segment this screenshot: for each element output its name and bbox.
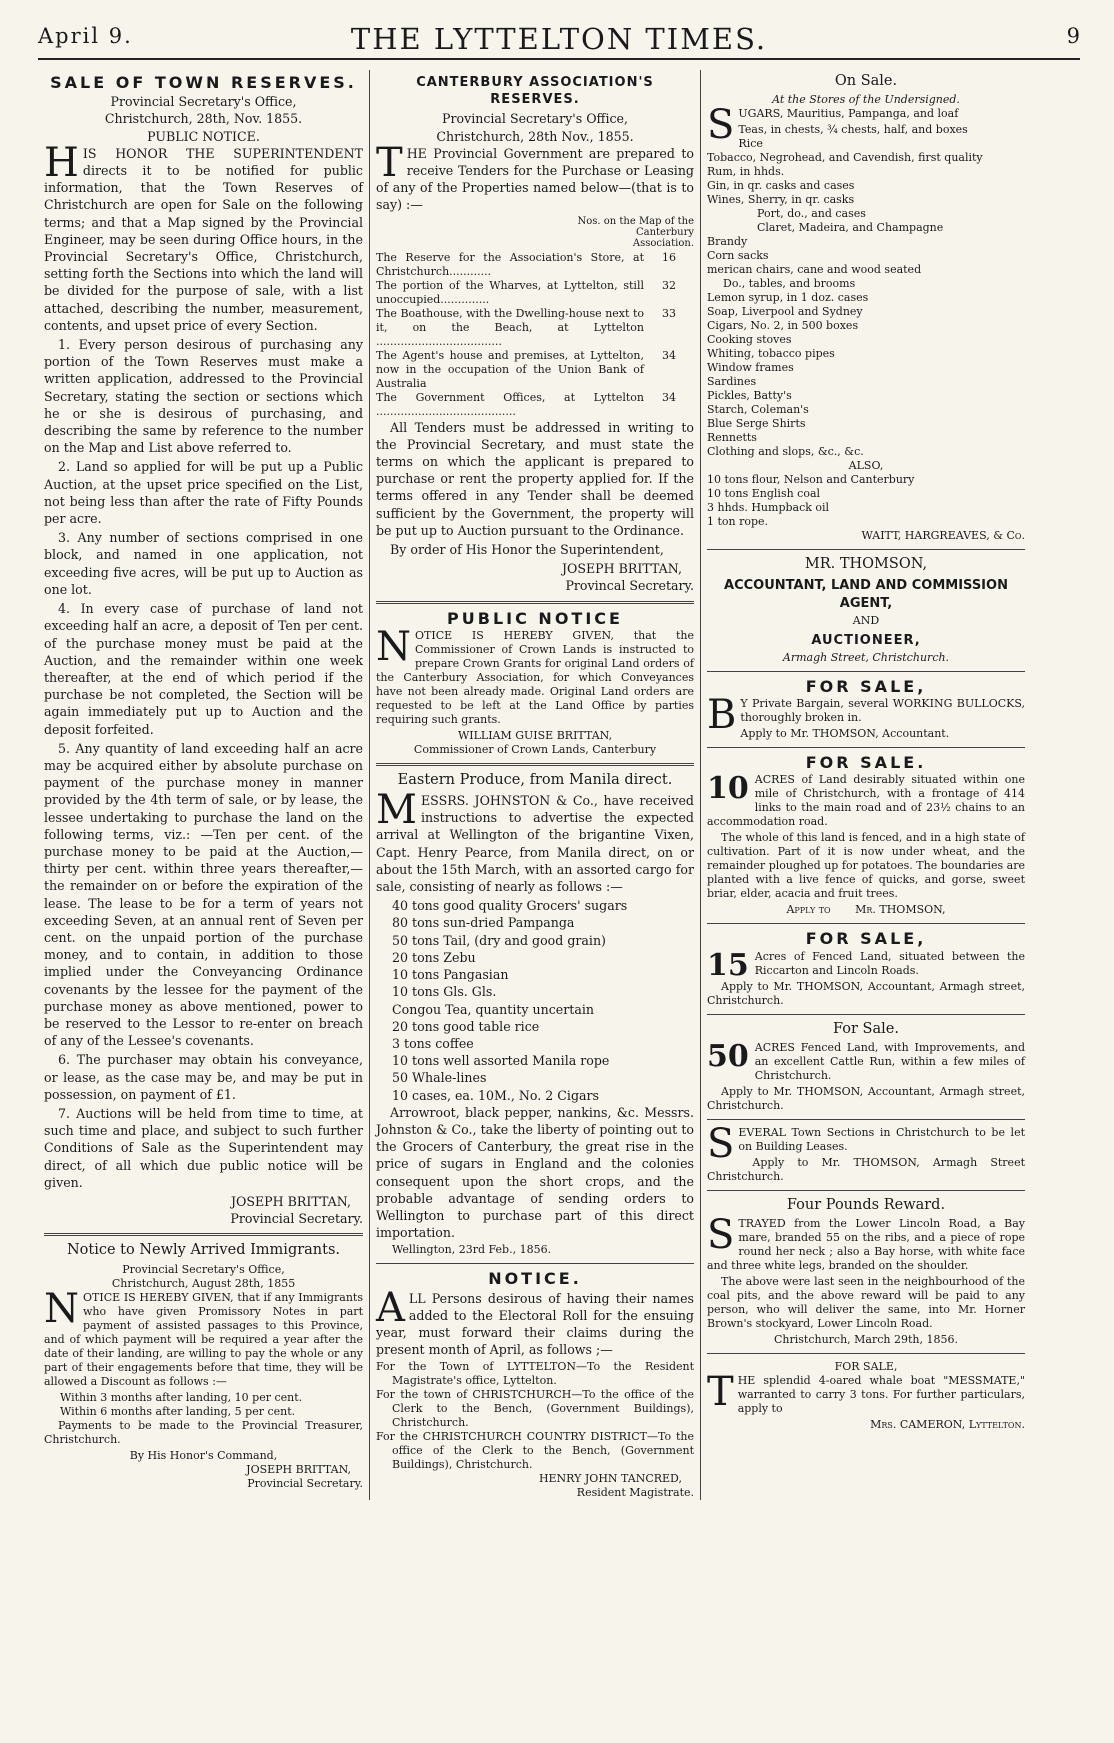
sale-public-notice: PUBLIC NOTICE.	[147, 128, 260, 144]
cargo-item: Congou Tea, quantity uncertain	[392, 1001, 594, 1017]
page-number: 9	[1066, 24, 1080, 48]
thomson-and: AND	[852, 613, 880, 627]
goods-item: Starch, Coleman's	[707, 403, 809, 417]
goods-item: Sardines	[707, 375, 757, 389]
assoc-body: All Tenders must be addressed in writing to the Provincial Secretary, and must state the terms on which the applicant is prepared to purchase or rent the property applied for. If the terms offered in any Tender shall be deemed sufficient by the Government, the property will be put up to Auction pursuant to the Ordinance.	[376, 419, 694, 538]
immigrants-command: By His Honor's Command,	[129, 1448, 278, 1462]
public-notice-signer: WILLIAM GUISE BRITTAN,	[457, 728, 613, 742]
public-notice-signer-title: Commissioner of Crown Lands, Canterbury	[413, 742, 657, 756]
drop-cap: T	[376, 139, 403, 186]
goods-item: Pickles, Batty's	[707, 389, 792, 403]
drop-cap: S	[707, 1120, 735, 1167]
for-sale-heading: FOR SALE,	[805, 677, 927, 697]
lot-number: 15	[707, 947, 749, 983]
sections-intro: SEVERAL Town Sections in Christchurch to be let on Building Leases.	[707, 1120, 1025, 1167]
fifteen-acres-apply: Apply to Mr. THOMSON, Accountant, Armagh street, Christchurch.	[707, 979, 1025, 1007]
goods-item: Claret, Madeira, and Champagne	[757, 221, 944, 235]
electoral-signer: HENRY JOHN TANCRED,	[538, 1472, 682, 1486]
sale-term: 2. Land so applied for will be put up a Public Auction, at the upset price specified on the List, not being less than after the rate of Fifty Pounds per acre.	[44, 459, 363, 527]
for-sale-heading: FOR SALE,	[805, 929, 927, 949]
reward-intro: STRAYED from the Lower Lincoln Road, a Bay mare, branded 55 on the ribs, and a piece of rope round her neck ; also a Bay horse, with white face and three white legs, branded on the shoulder.	[707, 1212, 1025, 1273]
sale-term: 1. Every person desirous of purchasing any portion of the Town Reserves must make a written application, addressed to the Provincial Secretary, stating the section or sections which he or she is desirous of purchasing, and describing the same by reference to the number on the Map and List above referred to.	[44, 337, 363, 456]
on-sale-subtitle: At the Stores of the Undersigned.	[772, 93, 960, 107]
column-2	[369, 70, 700, 1500]
immigrants-heading: Notice to Newly Arrived Immigrants.	[66, 1242, 341, 1259]
cargo-item: 50 tons Tail, (dry and good grain)	[392, 932, 606, 948]
public-notice-intro: NOTICE IS HEREBY GIVEN, that the Commissioner of Crown Lands is instructed to prepare Crown Grants for original Land orders of the Canterbury Association, for which Conveyances have not been already made. Original Land orders are requested to be left at the Land Office by parties requiring such grants.	[376, 623, 694, 726]
goods-item: Cigars, No. 2, in 500 boxes	[707, 319, 859, 333]
boat-heading: FOR SALE,	[834, 1360, 898, 1374]
reward-body: The above were last seen in the neighbourhood of the coal pits, and the above reward will be paid to any person, who will deliver the same, into Mr. Horner Brown's stockyard, Lower Lincoln Road.	[707, 1275, 1025, 1331]
electoral-item: For the town of CHRISTCHURCH—To the office of the Clerk to the Bench, (Government Buildings), Christchurch.	[376, 1388, 694, 1430]
goods-item: Rum, in hhds.	[707, 165, 785, 179]
goods-item: Cooking stoves	[707, 333, 792, 347]
goods-item: Teas, in chests, ¾ chests, half, and boxes	[738, 123, 968, 137]
divider	[707, 671, 1025, 672]
immigrants-signer-title: Provincial Secretary.	[247, 1476, 363, 1490]
thomson-address: Armagh Street, Christchurch.	[782, 651, 950, 665]
drop-cap: A	[376, 1284, 405, 1331]
goods-item: Port, do., and cases	[757, 207, 866, 221]
divider	[707, 549, 1025, 550]
property-row: The portion of the Wharves, at Lyttelton, still unoccupied.............. 32	[376, 278, 676, 306]
drop-cap: S	[707, 1212, 735, 1259]
sections-apply: Apply to Mr. THOMSON, Armagh Street Christchurch.	[707, 1155, 1025, 1183]
divider	[376, 1263, 694, 1264]
electoral-item: For the Town of LYTTELTON—To the Resident Magistrate's office, Lyttelton.	[376, 1360, 694, 1388]
sale-signer: JOSEPH BRITTAN,	[230, 1194, 351, 1209]
on-sale-intro: SUGARS, Mauritius, Pampanga, and loaf	[707, 102, 959, 149]
property-row: The Boathouse, with the Dwelling-house next to it, on the Beach, at Lyttelton .................................... 33	[376, 306, 676, 348]
assoc-nos-header: Nos. on the Map of the Canterbury Association.	[577, 215, 694, 249]
on-sale-signer: WAITT, HARGREAVES, & Co.	[861, 529, 1025, 543]
sale-term: 5. Any quantity of land exceeding half an acre may be acquired either by absolute purchase on payment of the purchase money in manner provided by the 4th term of sale, or by lease, the lessee undertaking to purchase the land on the following terms, viz.: —Ten per cent. of the purchase money to be paid at the Auction,—thirty per cent. within three years thereafter,—the remainder on or before the expiration of the lease. The lease to be for a term of years not exceeding Seven, at an annual rent of Seven per cent. on the unpaid portion of the purchase money, and to contain, in addition to those implied under the Conveyancing Ordinance covenants by the lessee for the payment of the purchase money as above mentioned, power to be reserved to the Lessor to re-enter on breach of any of the Lessee's covenants.	[44, 740, 363, 1049]
immigrants-payment: Payments to be made to the Provincial Treasurer, Christchurch.	[44, 1418, 363, 1446]
column-3	[700, 70, 1031, 1500]
drop-cap: N	[44, 1285, 79, 1332]
assoc-date: Christchurch, 28th Nov., 1855.	[436, 128, 634, 144]
goods-item: Blue Serge Shirts	[707, 417, 806, 431]
boat-intro: THE splendid 4-oared whale boat "MESSMATE," warranted to carry 3 tons. For further particulars, apply to	[707, 1369, 1025, 1416]
goods-item: Corn sacks	[707, 249, 769, 263]
also-item: 10 tons flour, Nelson and Canterbury	[707, 473, 915, 487]
cargo-item: 50 Whale-lines	[392, 1070, 487, 1086]
masthead	[38, 22, 1080, 60]
electoral-item: For the CHRISTCHURCH COUNTRY DISTRICT—To the office of the Clerk to the Bench, (Government Buildings), Christchurch.	[376, 1430, 694, 1472]
sale-date: Christchurch, 28th, Nov. 1855.	[104, 111, 303, 127]
produce-date: Wellington, 23rd Feb., 1856.	[392, 1243, 552, 1257]
immigrants-intro: NOTICE IS HEREBY GIVEN, that if any Immigrants who have given Promissory Notes in part payment of assisted passages to this Province, and of which payment will be required a year after the date of their landing, are willing to pay the whole or any part of their engagements before that time, they will be allowed a Discount as follows :—	[44, 1285, 363, 1388]
cargo-item: 20 tons good table rice	[392, 1018, 540, 1034]
discount-term: Within 6 months after landing, 5 per cent.	[60, 1404, 296, 1418]
cargo-item: 3 tons coffee	[392, 1035, 474, 1051]
produce-heading: Eastern Produce, from Manila direct.	[397, 771, 673, 788]
drop-cap: H	[44, 139, 79, 186]
cargo-item: 80 tons sun-dried Pampanga	[392, 915, 575, 931]
thomson-name: MR. THOMSON,	[804, 556, 928, 573]
sale-term: 4. In every case of purchase of land not exceeding half an acre, a deposit of Ten per cent. of the purchase money must be paid at the Auction, and the remainder within one week thereafter, at the end of which period if the purchase be not completed, the Section will be again immediately put up to Auction and the deposit forfeited.	[44, 601, 363, 737]
sale-intro: HIS HONOR THE SUPERINTENDENT directs it to be notified for public information, that the Town Reserves of Christchurch are open for Sale on the following terms; and that a Map signed by the Provincial Engineer, may be seen during Office hours, in the Provincial Secretary's Office, Christchurch, setting forth the Sections into which the land will be divided for the purpose of sale, with a list attached, describing the number, measurement, contents, and upset price of every Section.	[44, 139, 363, 333]
cargo-item: 10 cases, ea. 10M., No. 2 Cigars	[392, 1087, 599, 1103]
goods-item: Clothing and slops, &c., &c.	[707, 445, 864, 459]
drop-cap: M	[376, 787, 417, 834]
goods-item: Soap, Liverpool and Sydney	[707, 305, 863, 319]
divider	[707, 923, 1025, 924]
assoc-intro: THE Provincial Government are prepared to receive Tenders for the Purchase or Leasing of any of the Properties named below—(that is to say) :—	[376, 139, 694, 213]
property-row: The Government Offices, at Lyttelton ........................................ 34	[376, 390, 676, 418]
immigrants-signer: JOSEPH BRITTAN,	[246, 1462, 351, 1476]
goods-item: Window frames	[707, 361, 794, 375]
lot-number: 10	[707, 771, 749, 807]
divider	[707, 1119, 1025, 1120]
thomson-role: ACCOUNTANT, LAND AND COMMISSION AGENT,	[724, 578, 1008, 611]
goods-item: Whiting, tobacco pipes	[707, 347, 835, 361]
electoral-signer-title: Resident Magistrate.	[576, 1486, 694, 1500]
immigrants-office: Provincial Secretary's Office,	[122, 1262, 285, 1276]
public-notice-heading: PUBLIC NOTICE	[447, 608, 623, 628]
reward-heading: Four Pounds Reward.	[786, 1196, 946, 1213]
property-row: The Agent's house and premises, at Lyttelton, now in the occupation of the Union Bank of Australia 34	[376, 348, 676, 390]
assoc-office: Provincial Secretary's Office,	[442, 111, 628, 127]
immigrants-date: Christchurch, August 28th, 1855	[111, 1276, 296, 1290]
goods-item: Rennetts	[707, 431, 757, 445]
discount-term: Within 3 months after landing, 10 per cent.	[60, 1390, 303, 1404]
also-item: 10 tons English coal	[707, 487, 821, 501]
sale-signer-title: Provincial Secretary.	[230, 1211, 363, 1227]
goods-item: merican chairs, cane and wood seated	[707, 263, 922, 277]
sale-term: 6. The purchaser may obtain his conveyance, or lease, as the case may be, and may be put in possession, on payment of £1.	[44, 1052, 363, 1102]
cargo-item: 10 tons Pangasian	[392, 967, 509, 983]
lot-number: 50	[707, 1038, 749, 1074]
bullocks-intro: B Y Private Bargain, several WORKING BULLOCKS, thoroughly broken in.	[707, 692, 1025, 739]
divider	[707, 1190, 1025, 1191]
sale-town-reserves-heading: SALE OF TOWN RESERVES.	[50, 73, 357, 92]
cargo-item: 10 tons well assorted Manila rope	[392, 1053, 610, 1069]
issue-date: April 9.	[38, 24, 133, 48]
assoc-signer: JOSEPH BRITTAN,	[561, 561, 682, 577]
cargo-item: 20 tons Zebu	[392, 949, 476, 965]
divider	[707, 747, 1025, 748]
column-1	[38, 70, 369, 1500]
newspaper-title: THE LYTTELTON TIMES.	[350, 22, 768, 56]
bullocks-apply: Apply to Mr. THOMSON, Accountant.	[740, 727, 950, 741]
produce-intro: MESSRS. JOHNSTON & Co., have received instructions to advertise the expected arrival at Wellington of the brigantine Vixen, Capt. Henry Pearce, from Manila direct, on or about the 15th March, with an assorted cargo for sale, consisting of nearly as follows :—	[376, 787, 694, 895]
boat-signer: Mrs. CAMERON, Lyttelton.	[870, 1418, 1025, 1432]
also-label: ALSO,	[848, 459, 884, 473]
drop-cap: T	[707, 1369, 734, 1416]
reward-date: Christchurch, March 29th, 1856.	[774, 1333, 958, 1347]
sale-office: Provincial Secretary's Office,	[110, 94, 297, 110]
goods-item: Wines, Sherry, in qr. casks	[707, 193, 855, 207]
sale-term: 3. Any number of sections comprised in one block, and named in one application, not exceeding five acres, will be put up to Auction as one lot.	[44, 530, 363, 597]
divider	[707, 1353, 1025, 1354]
for-sale-heading: FOR SALE.	[805, 753, 927, 773]
goods-item: Gin, in qr. casks and cases	[707, 179, 855, 193]
for-sale-heading: For Sale.	[833, 1020, 899, 1037]
assoc-order: By order of His Honor the Superintendent,	[390, 542, 664, 558]
divider	[44, 1233, 363, 1236]
electoral-notice-heading: NOTICE.	[488, 1269, 582, 1289]
ten-acres-intro: 10 ACRES of Land desirably situated within one mile of Christchurch, with a frontage of 414 links to the main road and of 23½ chains to an accommodation road.	[707, 771, 1025, 829]
cargo-item: 10 tons Gls. Gls.	[392, 984, 497, 1000]
goods-item: Do., tables, and brooms	[723, 277, 856, 291]
ten-acres-apply: Apply to Mr. THOMSON,	[786, 903, 946, 917]
fifty-acres-apply: Apply to Mr. THOMSON, Accountant, Armagh street, Christchurch.	[707, 1084, 1025, 1112]
produce-body: Arrowroot, black pepper, nankins, &c. Messrs. Johnston & Co., take the liberty of pointing out to the Grocers of Canterbury, the great rise in the price of sugars in England and the colonies consequent upon the short crops, and the probable advantage of sending orders to Wellington to purchase part of this direct importation.	[376, 1104, 694, 1241]
cargo-item: 40 tons good quality Grocers' sugars	[392, 898, 628, 914]
also-item: 3 hhds. Humpback oil	[707, 501, 830, 515]
goods-item: Tobacco, Negrohead, and Cavendish, first quality	[707, 151, 983, 165]
assoc-reserves-heading: CANTERBURY ASSOCIATION'S RESERVES.	[416, 75, 654, 108]
also-item: 1 ton rope.	[707, 515, 769, 529]
goods-item: Brandy	[707, 235, 748, 249]
assoc-signer-title: Provincal Secretary.	[565, 578, 694, 594]
fifteen-acres-intro: 15 Acres of Fenced Land, situated between the Riccarton and Lincoln Roads.	[707, 947, 1025, 983]
drop-cap: N	[376, 623, 411, 670]
sale-term: 7. Auctions will be held from time to time, at such time and place, and subject to such further Conditions of Sale as the Superintendent may direct, of all which due public notice will be given.	[44, 1105, 363, 1190]
divider	[707, 1014, 1025, 1015]
thomson-auctioneer: AUCTIONEER,	[811, 632, 921, 648]
goods-item: Rice	[738, 137, 763, 151]
property-row: The Reserve for the Association's Store, at Christchurch............ 16	[376, 250, 676, 278]
electoral-intro: ALL Persons desirous of having their names added to the Electoral Roll for the ensuing year, must forward their claims during the present month of April, as follows ;—	[376, 1284, 694, 1358]
divider	[376, 763, 694, 766]
drop-cap: B	[707, 692, 737, 739]
goods-item: Lemon syrup, in 1 doz. cases	[707, 291, 869, 305]
drop-cap: S	[707, 102, 735, 149]
on-sale-heading: On Sale.	[834, 73, 898, 89]
ten-acres-body: The whole of this land is fenced, and in a high state of cultivation. Part of it is now under wheat, and the remainder ploughed up for potatoes. The boundaries are planted with a live fence of quicks, and gorse, sweet briar, elder, acacia and fruit trees.	[707, 831, 1025, 901]
fifty-acres-intro: 50 ACRES Fenced Land, with Improvements, and an excellent Cattle Run, within a few miles of Christchurch.	[707, 1038, 1025, 1082]
divider	[376, 601, 694, 604]
